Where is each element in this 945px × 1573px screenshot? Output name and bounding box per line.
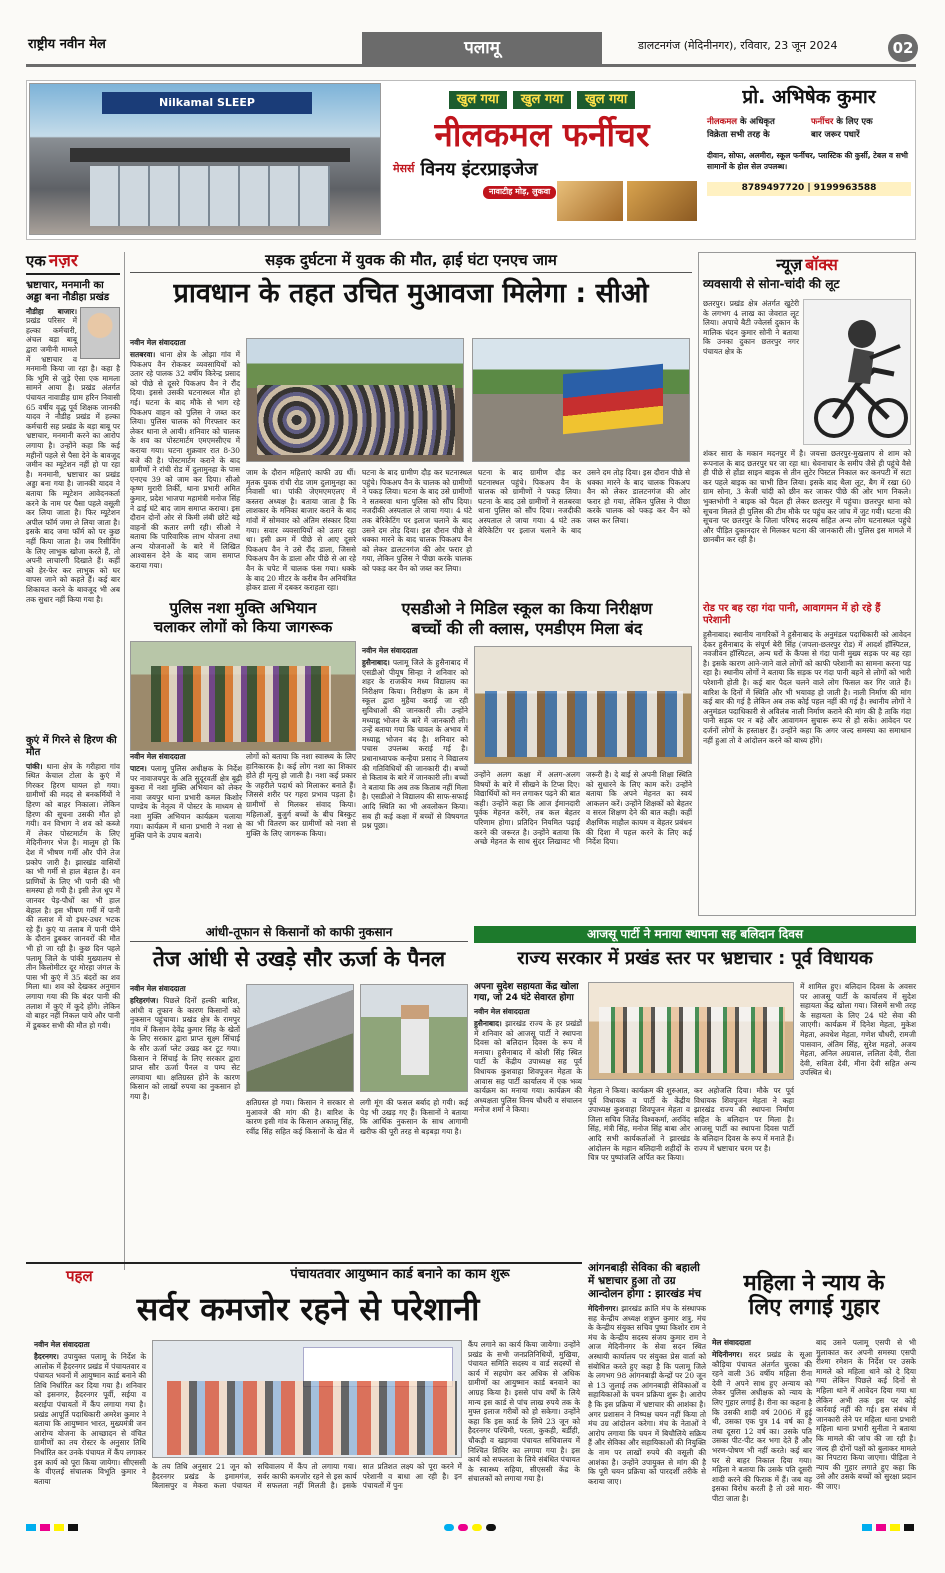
page-number: 02 — [892, 39, 914, 57]
portrait-photo — [80, 307, 120, 359]
masthead-rule — [26, 64, 916, 67]
dateline-place: मेदिनीनगर। — [588, 1304, 619, 1313]
storm-story — [130, 926, 468, 1256]
article-text: घटना के बाद ग्रामीण दौड़ कर घटनास्थल पहुंचे। पिकअप वैन के चालक को ग्रामीणों ने पकड़ लिया। घटना के बाद उसे ग्रामीणों ने सतबरवा थाना पुलिस को सौंप दिया। नजदीकी अस्पताल ले जाया गया। 4 घंटे तक बेरिकेटिंग पर इलाज चलाने के बाद उसने दम तोड़ दिया। इस दौरान पीछे से धक्का मारने के बाद चालक पिकअप वैन को लेकर डालटनगंज की ओर फरार हो गया, लेकिन पुलिस ने पीछा करके चालक को पकड़ कर वैन को जब्त कर लिया। — [478, 468, 690, 535]
story-col — [800, 982, 916, 1246]
article-text: हुसैनाबाद। स्थानीय नागरिकों ने हुसैनाबाद के अनुमंडल पदाधिकारी को आवेदन देकर हुसैनाबाद के संपूर्ण बेरी सिंह (जपला-छतरपुर रोड) में आदर्श हॉस्पिटल, नवजीवन हॉस्पिटल, अन्य घरों के कैंपस से गंदा पानी मुख्य सड़क पर बह रहा है। इसके कारण आने-जाने वाले लोगों को काफी परेशानी का सामना करना पड़ रहा है। स्थानीय लोगों ने बताया कि सड़क पर गंदा पानी बहने से लोगों को भारी परेशानी होती है। कई बार पैदल चलने वाले लोग फिसल कर गिर जाते हैं। बारिश के दिनों में स्थिति और भी भयावह हो जाती है। नाली निर्माण की मांग कई बार की गई है लेकिन अब तक कोई पहल नहीं की गई है। स्थानीय लोगों ने अनुमंडल पदाधिकारी से अविलंब नाली निर्माण कराने की मांग की है ताकि गंदा पानी सड़क पर न बहे और आवागमन सुचारू रूप से हो सके। आवेदन पर दर्जनों लोगों के हस्ताक्षर हैं। उन्होंने कहा कि अगर जल्द समस्या का समाधान नहीं हुआ तो वे आंदोलन करने को बाध्य होंगे। — [703, 630, 911, 745]
article-text — [130, 996, 240, 1256]
article-text: मेहता ने किया। कार्यक्रम की शुरुआत, पूर्व विधायक व पार्टी के केंद्रीय उपाध्यक्ष कुशवाहा शिवपूजन मेहता व जिला सचिव जितेंद्र विश्वकर्मा, अरविंद सिंह, मंत्री सिंह, मनोज सिंह बाबा ओर आदि सभी कार्यकर्ताओं ने झारखंड आंदोलन के महान बलिदानी शहीदों के चित्र पर पुष्पांजलि अर्पित कर किया। — [588, 1086, 690, 1163]
ad-tagline-text: बार जरूर पधारें — [811, 129, 860, 140]
article-text-body: पलामू जिले के हुसैनाबाद में एसडीओ पीयूष सिन्हा ने शनिवार को शहर के राजकीय मध्य विद्यालय का निरीक्षण किया। निरीक्षण के क्रम में स्कूल द्वारा मुहैया कराई जा रही सुविधाओं की जानकारी ली। उन्होंने मध्याह्न भोजन के बारे में जानकारी ली। उन्हें बताया गया कि चावल के अभाव में मध्याह्न भोजन बंद है। शनिवार को पचास उपलब्ध कराई गई है। प्रधानाध्यापक कन्हैया प्रसाद ने विद्यालय की गतिविधियों की जानकारी दी। बच्चों से किताब के बारे में जानकारी ली। बच्चों ने बताया कि अब तक किताब नहीं मिला है। एसडीओ ने विद्यालय की साफ-सफाई आदि स्थिति का भी अवलोकन किया। सब ही कई कक्षा में बच्चों से विषयगत प्रश्न पूछा। — [362, 658, 468, 831]
brief-headline: व्यवसायी से सोना-चांदी की लूट — [703, 276, 840, 291]
solar-panel-photo — [246, 984, 354, 1092]
store-photo — [29, 83, 381, 235]
dateline-place: हुसैनाबाद। — [362, 658, 390, 667]
story-col — [474, 982, 582, 1229]
story-headline: सर्वर कमजोर रहने से परेशानी — [136, 1290, 480, 1328]
article-text: जाम के दौरान महिलाएं काफी उग्र थीं। मृतक युवक रांची रोड जाम दुलामुनहा का निवासी था। पांकी जेएमएमएलए में कस्तरा अध्यक्ष है। बताया जाता है कि लाशकार के मनिका बाजार कराने के बाद गांवों में सोमवार को अंतिम संस्कार दिया गया। सवार व्यवसायियों को उतार रहा था। इसी क्रम में पीछे से आए दूसरे पिकअप वैन ने उसे रौंद डाला, जिससे पिकअप वैन के डाला और पीछे से आ रहे वैन के चपेट में चालक फंस गया। धक्के के बाद 20 मीटर के करीब वैन अनियंत्रित होकर डाला में दबकर कराहता रहा। — [246, 468, 356, 593]
dateline-place: पांकी। — [26, 761, 43, 771]
story-col — [362, 646, 468, 918]
ad-right — [707, 87, 911, 233]
crowd-pattern — [257, 385, 455, 455]
camp-photo — [152, 1340, 462, 1458]
masthead — [26, 22, 916, 68]
section-rule — [26, 1262, 582, 1264]
article-text-body: पिछले दिनों हल्की बारिश, आंधी व तूफान के कारण किसानों को नुकसान पहुंचाया। प्रखंड क्षेत्र के रामपुर गांव में किसान देवेंद्र कुमार सिंह के खेतों के लिए सरकार द्वारा प्राप्त सूक्ष्म सिंचाई के सौर ऊर्जा प्लेट उखड़ कर टूट गया। किसान ने सिंचाई के लिए सरकार द्वारा प्राप्त सौर ऊर्जा पैनल व पम्प सेट लगवाया था। क्षतिग्रस्त होने के कारण किसान को लाखों रुपया का नुकसान हो गया है। — [130, 996, 240, 1101]
nasha-photo — [130, 641, 356, 751]
swatch — [40, 1524, 50, 1531]
byline: नवीन मेल संवाददाता — [362, 646, 418, 655]
ad-tagline-row — [707, 116, 911, 142]
article-text-body: झारखंड क्रांति मंच के संस्थापक सह केन्द्रीय अध्यक्ष शत्रुघ्न कुमार शत्रु, मंच के केन्द्रीय संयुक्त सचिव पुष्पा किशोर राम ने मंच के केन्द्रीय सदस्य संजय कुमार राम ने आज मेदिनीनगर के सेवा सदन स्थित अस्थायी कार्यालय पर संयुक्त प्रेस वार्ता को संबोधित करते हुए कहा है कि पलामू जिले के लगभग 98 आंगनबाड़ी केन्द्रों पर 20 जून से 13 जुलाई तक आंगनबाड़ी सेविकाओं व सहायिकाओं के चयन प्रक्रिया शुरू है। आरोप है कि इस प्रक्रिया में भ्रष्टाचार की आशंका है। अगर प्रशासन ने निष्पक्ष चयन नहीं किया तो मंच उग्र आंदोलन करेगा। मंच के नेताओं ने आरोप लगाया कि चयन में बिचौलिये सक्रिय हैं और सेविका और सहायिकाओं की नियुक्ति के नाम पर लाखों रुपये की वसूली की आशंका है। उन्होंने उपायुक्त से मांग की है कि पूरी चयन प्रक्रिया को पारदर्शी तरीके से कराया जाए। — [588, 1304, 706, 1486]
ad-phones: 8789497720 | 9199963588 — [707, 182, 911, 196]
news-col — [703, 449, 911, 599]
dateline-place: सतबरवा। — [130, 350, 156, 359]
swatch — [68, 1524, 78, 1531]
ad-items: दीवान, सोफा, अलमीरा, स्कूल फर्नीचर, प्लास्टिक की कुर्सी, टेबल व सभी सामानों के होल सेल उपलब्ध। — [707, 150, 908, 171]
story-col — [712, 1338, 812, 1510]
people-pattern — [599, 1007, 785, 1073]
byline: नवीन मेल संवाददाता — [130, 338, 186, 347]
story-col — [246, 752, 356, 914]
brief-headline: भ्रष्टाचार, मनमानी का अड्डा बना नौडीहा प्रखंड — [26, 279, 110, 303]
ad-center — [387, 87, 697, 199]
story-subhead: अपना सुदेश सहायता केंद्र खोला गया, जो 24 घंटे सेवारत होगा — [474, 982, 579, 1003]
story-col — [130, 752, 242, 914]
lead-headline: प्रावधान के तहत उचित मुआवजा मिलेगा : सीओ — [173, 277, 649, 309]
furniture-thumb — [627, 181, 697, 221]
nasha-story — [130, 600, 356, 920]
brief-text: थाना क्षेत्र के गरीहारा गांव स्थित केचाल टोला के कुएं में गिरकर हिरण घायल हो गया। ग्रामीणों की मदद से बनकर्मियों ने हिरण को बाहर निकाला। लेकिन हिरण की सूचना उसकी मौत हो गयी। वन विभाग ने शव को कब्जे में लेकर पोस्टमार्टम के लिए मेदिनीनगर भेज है। मालूम हो कि देश में भीषण गर्मी और पीने तेज प्रकोप जारी है। झारखंड वासियों का भी गर्मी से हाल बेहाल है। वन प्राणियों के लिए भी पानी की भी समस्या हो गयी है। इसी तेज धूप में जानवर पेड़-पौधों का भी हाल बेहाल है। इस भीषण गर्मी में पानी की तलाश में वो इधर-उधर भटक रहे हैं। कुएं या तलाब में पानी पीने के दौरान डूबकर जानवरों की मौत भी हो जा रही है। कुछ दिन पहले पलामू जिले के पांकी मुख्यालय से तीन किलोमीटर दूर मोरहा जंगल के पास भी कुएं में 35 बंदरों का शव मिला था। शव को देखकर अनुमान लगाया गया की कि बंदर पानी की तलाश में कुएं में कूदे होंगे। लेकिन वो बाहर नहीं निकल पाये और पानी में डूबकर सभी की मौत हो गयी। — [26, 761, 120, 1030]
ek-nazar-column — [26, 252, 120, 1270]
ad-tagline-left — [707, 116, 807, 142]
article-text — [130, 764, 242, 914]
dateline-place: हुसैनाबाद। — [474, 1019, 502, 1028]
article-text: उन्होंने अलग कक्षा में अलग-अलग विषयों के बारे में सीखने के टिप्स दिए। विद्यार्थियों को मन लगाकर पढ़ने की बात कही। उन्होंने कहा कि आज ईमानदारी पूर्वक मेहनत करेंगे, तब कल बेहतर परिणाम होगा। प्रतिदिन नियमित पढ़ाई करने की जरूरत है। उन्होंने बताया कि अच्छे मेहनत के साथ सुंदर लिखावट भी जरूरी है। दे बाई से अपनी शिक्षा स्थिति को सुधारने के लिए काम करें। उन्होंने बताया कि अपने मेहनत का स्वयं आकलन करें। उन्होंने शिक्षकों को बेहतर व सरल शिक्षण देने की बात कही। कहीं शैक्षणिक माहौल कायम व बेहतर प्रबंधन की दिशा में पहल करने के लिए कई निर्देश दिया। — [474, 770, 692, 847]
story-kicker: आंधी-तूफान से किसानों को काफी नुकसान — [130, 926, 468, 942]
store-awning — [70, 148, 350, 162]
lead-col — [246, 468, 356, 593]
sdo-story — [362, 600, 692, 920]
lead-photo-truck — [472, 338, 690, 462]
store-sign-top — [102, 92, 312, 114]
story-headline: बच्चों की ली क्लास, एमडीएम मिला बंद — [411, 618, 643, 638]
ajsu-story — [474, 926, 916, 1256]
lead-col — [478, 468, 690, 584]
article-text-body: झारखंड राज्य के हर प्रखंडों में शनिवार को आजसू पार्टी ने स्थापना दिवस को बलिदान दिवस के रूप में मनाया। हुसैनाबाद में कोशी सिंह स्थित पार्टी के केंद्रीय उपाध्यक्ष सह पूर्व विधायक कुशवाहा शिवपूजन मेहता के आवास सह पार्टी कार्यालय में एक भव्य कार्यक्रम का मनाया गया। कार्यक्रम की अध्यक्षता पुलिस विनय चौधरी व संचालन मनोज शर्मा ने किया। — [474, 1019, 582, 1115]
byline: मेल संवाददाता — [712, 1338, 751, 1347]
story-col — [588, 1086, 690, 1246]
classroom-photo — [474, 646, 692, 764]
dealer-row — [387, 160, 697, 180]
news-col — [703, 603, 911, 910]
article-text — [712, 1350, 812, 1510]
story-col — [468, 1340, 580, 1504]
dateline-place: पाटन। — [130, 764, 147, 773]
story-headline: तेज आंधी से उखड़े सौर ऊर्जा के पैनल — [152, 947, 446, 972]
robbery-illustration — [803, 299, 911, 445]
tag-word: एक — [26, 252, 46, 270]
byline: नवीन मेल संवाददाता — [474, 1007, 530, 1016]
story-kicker: पंचायतवार आयुष्मान कार्ड बनाने का काम शुरू — [290, 1267, 510, 1282]
dateline-place: मेदिनीनगर। — [712, 1350, 743, 1359]
swatch — [444, 1524, 454, 1531]
article-text-body: सदर प्रखंड के सूआ कौड़िया पंचायत अंतर्गत चुरका की रहने वाली 36 वर्षीय महिला रीना देवी ने अपने साथ हुए अन्याय को लेकर पुलिस अधीक्षक को न्याय के लिए गुहार लगाई है। रीना का कहना है कि उसकी शादी वर्ष 2006 में हुई थी, उसका एक पुत्र 14 वर्ष का है तथा दूसरा 12 वर्ष का। उसके पति उसका पीट-पीट कर भगा देते हैं और भरण-पोषण भी नहीं करते। कई बार घर से बाहर निकाल दिया गया। महिला ने बताया कि उसके पति दूसरी शादी करने की फिराक में हैं। जब वह इसका विरोध करती है तो उसे मारा-पीटा जाता है। — [712, 1350, 813, 1503]
brief-headline: रोड पर बह रहा गंदा पानी, आवागमन में हो रहे हैं परेशानी — [703, 603, 881, 626]
open-label: खुल गया — [449, 91, 507, 109]
article-text: के तय तिथि अनुसार 21 जून को हैदरनगर प्रखंड के इमामगंज, बिलासपुर व मेकरा कला पंचायत सचिवालय में कैंप तो लगाया गया। सर्वर काफी कमजोर रहने से इस कार्य में सफलता नहीं मिलती है। इसके सात प्रतिशत लक्ष्य को पूरा करने में परेशानी व बाधा आ रही है। इन पंचायतों में पुनः — [152, 1462, 462, 1491]
story-headline: आंगनबाड़ी सेविका की बहाली में भ्रष्टाचार हुआ तो उग्र आन्दोलन होगा : झारखंड मंच — [588, 1262, 702, 1300]
story-headline: एसडीओ ने मिडिल स्कूल का किया निरीक्षण — [401, 599, 653, 618]
swatch — [486, 1524, 496, 1531]
brief-body — [26, 307, 120, 727]
brand-name: नीलकमल फर्नीचर — [434, 115, 650, 155]
mahila-story — [712, 1262, 916, 1512]
tag-word: न्यूज़ — [776, 255, 803, 274]
ad-tagline-highlight: फर्नीचर — [811, 116, 834, 127]
story-headline: महिला ने न्याय के — [743, 1271, 885, 1296]
article-text — [362, 658, 468, 918]
lead-col — [362, 468, 472, 584]
dateline-place: नौडीहा बाजार। — [26, 306, 77, 316]
story-kicker: आजसू पार्टी ने मनाया स्थापना सह बलिदान दिवस — [474, 926, 916, 943]
pahal-tag: पहल — [66, 1267, 93, 1285]
article-text: छतरपुर। प्रखंड क्षेत्र अंतर्गत खुटेरी के लगभग 4 लाख का जेवरात लूट लिया। अपाचे बैटी ज्वेलर्स दुकान के मालिक चंदन कुमार सोनी ने बताया कि उनका दुकान छतरपुर नगर पंचायत क्षेत्र के — [703, 299, 799, 356]
column-divider — [124, 252, 125, 1270]
ad-tagline-text: के अधिकृत — [737, 116, 775, 127]
ek-nazar-tag — [26, 252, 120, 275]
article-text — [588, 1304, 706, 1490]
students-pattern — [485, 691, 683, 757]
story-col — [474, 770, 692, 916]
advertisement — [26, 80, 916, 240]
swatch — [890, 1524, 900, 1531]
tag-word-red: नज़र — [48, 251, 78, 271]
brief-body — [26, 762, 120, 1282]
ad-tagline-text: के लिए एक — [833, 116, 873, 127]
article-text — [130, 350, 240, 590]
farmer-figure — [401, 1005, 429, 1075]
owner-name: प्रो. अभिषेक कुमार — [742, 86, 876, 108]
swatch — [472, 1524, 482, 1531]
messrs-label: मेसर्स — [393, 162, 415, 176]
story-col — [130, 984, 240, 1256]
lead-story — [130, 252, 692, 592]
farmer-photo — [360, 984, 468, 1092]
ad-tagline-text: विक्रेता सभी तरह के — [707, 129, 770, 140]
server-story — [26, 1262, 582, 1512]
swatch — [904, 1524, 914, 1531]
truck-shape — [563, 364, 663, 435]
article-text: शंकर सारा के मकान मदनपुर में है। जयत्ता छतरपुर-मुखलाप से शाम को रूपनाल के बाद छतरपुर घर जा रहा था। धेवनाचार के समीप जैसे ही पहुंचे वैसे ही पीछे से होंडा साइन बाइक से तीन लुटेर पिस्टल निकाल कर कनपटी में सटा कर पहले बाइक का चाभी छिन लिया। इसके बाद थैला लूट, बैग में रखा 60 ग्राम सोना, 3 केजी चांदी को छीन कर जाकर पीछे की ओर भाग निकले। भुक्तभोगी ने बाइक को पैदल ही लेकर छतरपुर में पहुंचा। छतरपुर थाना को सूचना मिलते ही पुलिस की टीम मौके पर पहुंच कर जांच में जुट गयी। घटना की सूचना पर छतरपुर के जिला परिषद सदस्य सहित अन्य लोग घटनास्थल पहुंचे और पीड़ित दुकानदार से मिलकर घटना की जानकारी ली। पुलिस इस मामले में छानबीन कर रही है। — [703, 449, 911, 545]
store-glass-front — [90, 166, 330, 226]
byline: नवीन मेल संवाददाता — [34, 1340, 90, 1349]
dealer-address: नावाटीह मोड़, लुकवा — [483, 186, 556, 199]
ad-tagline-highlight: नीलकमल — [707, 116, 738, 127]
brief-headline: कुएं में गिरने से हिरण की मौत — [26, 734, 117, 758]
article-text — [474, 1019, 582, 1229]
page-number-badge — [888, 34, 918, 62]
lead-photo-crowd — [246, 338, 464, 462]
dateline: डालटनगंज (मेदिनीनगर), रविवार, 23 जून 2024 — [638, 39, 838, 52]
byline: नवीन मेल संवाददाता — [130, 752, 186, 761]
article-text-body: उपायुक्त पलामू के निर्देश के आलोक में हैदरनगर प्रखंड में पंचायतवार व पंचायत भवनों में आयुष्मान कार्ड बनाने की तिथि निर्धारित कर दिया गया है। शनिवार को इसनगर, हैदरनगर पूर्वी, सईया व बराईपा पंचायतों में कैंप लगाया गया है। प्रखंड आपूर्ति पदाधिकारी अमरेश कुमार ने बताया कि आयुष्मान भारत, मुख्यमंत्री जन आरोग्य योजना के आच्छादन से वंचित ग्रामीणों का तय रोस्टर के अनुसार तिथि निर्धारित कर उनके पंचायत में कैंप लगाकर इस कार्य को पूरा किया जायेगा। सीएससी के वीएलई संचालक विभूति कुमार ने बताया — [34, 1352, 146, 1486]
color-registration-strip — [26, 1524, 916, 1534]
article-text: बाद उसने पलामू एसपी से भी मुलाकात कर अपनी समस्या एसपी रीश्मा रमेशन के निर्देश पर उसके मामले को महिला थाने को दे दिया गया लेकिन पिछले कई दिनों से महिला थाने में आवेदन दिया गया था लेकिन अभी तक इस पर कोई कार्रवाई नहीं की गई। इस संबंध में जानकारी लेने पर महिला थाना प्रभारी महिला थाना प्रभारी सुनीता ने बताया कि मामले की जांच की जा रही है। जल्द ही दोनों पक्षों को बुलाकर मामले का निपटारा किया जाएगा। पीड़िता ने न्याय की गुहार लगाते हुए कहा कि उसे और उसके बच्चों को सुरक्षा प्रदान की जाए। — [816, 1338, 916, 1491]
story-col — [34, 1340, 146, 1514]
people-pattern — [151, 666, 331, 742]
article-text: कर अहोजलि दिया। मौके पर पूर्व विधायक शिवपूजन मेहता ने कहा झारखंड राज्य की स्थापना निर्माण सहित के बलिदान पर मिला है। आजसू पार्टी का स्थापना दिवस पार्टी के बलिदान दिवस के रूप में मनाते हैं। राज्य में भ्रष्टाचार चरम पर है। — [694, 1086, 794, 1153]
open-strip — [387, 91, 697, 109]
paper-name: राष्ट्रीय नवीन मेल — [28, 37, 106, 52]
people-pattern — [167, 1381, 457, 1455]
story-headline: चलाकर लोगों को किया जागरूक — [153, 617, 333, 636]
ajsu-photo — [588, 982, 794, 1080]
news-box-tag — [699, 253, 915, 274]
swatch — [26, 1524, 36, 1531]
article-text: क्षतिग्रस्त हो गया। किसान ने सरकार से मुआवजे की मांग की है। बारिश के कारण इसी गांव के किसान अकालू सिंह, रवींद्र सिंह सहित कई किसानों के खेत में लगी मूंग की फसल बर्बाद हो गयी। कई पेड़ भी उखड़ गए हैं। किसानों ने बताया कि आर्थिक नुकसान के साथ आगामी खरीफ की पूरी तरह से बड़बड़ा गया है। — [246, 1098, 468, 1136]
open-label: खुल गया — [513, 91, 571, 109]
dealer-name: विनय इंटरप्राइजेज — [420, 158, 538, 180]
swatch — [862, 1524, 872, 1531]
swatch — [54, 1524, 64, 1531]
store-sign-text: Nilkamal SLEEP — [159, 96, 255, 109]
swatch — [876, 1524, 886, 1531]
article-text: लोगों को बताया कि नशा स्वास्थ्य के लिए हानिकारक है। कई लोग नशा का शिकार होते ही मृत्यु हो जाती है। नशा कई प्रकार के जहरीले पदार्थ को मिलाकर बनाते हैं। जिससे शरीर पर गहरा प्रभाव पड़ता है। ग्रामीणों से मिलकर संवाद किया। महिलाओं, बुजुर्ग बच्चों के बीच बिस्कुट का भी वितरण कर ग्रामीणों को नशा से मुक्ति के लिए जागरूक किया। — [246, 752, 356, 838]
article-text: में शामिल हुए। बलिदान दिवस के अवसर पर आजसू पार्टी के कार्यालय में सुदेश सहायता केंद्र खोला गया। जिसमें सभी तरह के सहायता के लिए 24 घंटे सेवा की जाएगी। कार्यक्रम में दिनेश मेहता, मुकेश मेहता, अवधेश मेहता, गणेश चौधरी, रामजी पासवान, अंतिम सिंह, सुरेश महतो, अजय मेहता, अनिल अग्रवाल, ललिता देवी, रीता देवी, सविता देवी, मीना देवी सहित अन्य उपस्थित थे। — [800, 982, 916, 1078]
article-text: घटना के बाद ग्रामीण दौड़ कर घटनास्थल पहुंचे। पिकअप वैन के चालक को ग्रामीणों ने पकड़ लिया। घटना के बाद उसे ग्रामीणों ने सतबरवा थाना पुलिस को सौंप दिया। नजदीकी अस्पताल ले जाया गया। 4 घंटे तक बेरिकेटिंग पर इलाज चलाने के बाद उसने दम तोड़ दिया। इस दौरान पीछे से धक्का मारने के बाद चालक पिकअप वैन को लेकर डालटनगंज की ओर फरार हो गया, लेकिन पुलिस ने पीछा करके चालक को पकड़ कर वैन को जब्त कर लिया। — [362, 468, 472, 573]
byline: नवीन मेल संवाददाता — [130, 984, 186, 993]
furniture-thumb — [557, 181, 623, 221]
open-label: खुल गया — [577, 91, 635, 109]
news-col — [703, 299, 799, 445]
tag-word-red: बॉक्स — [805, 255, 838, 274]
story-col — [694, 1086, 794, 1246]
story-col — [816, 1338, 916, 1510]
section-title: पलामू — [464, 38, 500, 58]
swatch — [458, 1524, 468, 1531]
article-text-body: थाना क्षेत्र के ओझा गांव में पिकअप वैन रोककर व्यवसायियों को उतार रहे पालक 32 वर्षीय किरेन्द्र प्रसाद को पीछे से दूसरे पिकअप वैन ने रौंद दिया। इससे उसकी घटनास्थल मौत हो गई। घटना के बाद मौके से भाग रहे पिकअप वाहन को पुलिस ने जब्त कर लिया। पुलिस चालक को गिरफ्तार कर लेकर थाना ले आयी। शनिवार को चालक के शव का पोस्टमार्टम एमएमसीएच में कराया गया। घटना शुक्रवार रात 8-30 बजे की है। पोस्टमार्टम कराने के बाद ग्रामीणों ने रांची रोड में दुलामुनहा के पास एनएच 39 को जाम कर दिया। सीओ कृष्ण मुरारी तिर्की, थाना प्रभारी अमित कुमार, प्रदेश भाजपा महामंत्री मनोज सिंह ने ढाई घंटे बाद जाम समाप्त कराया। इस दौरान दोनों ओर से किमी लंबी छोटे बड़े वाहनों की कतार लगी रही। सीओ ने बताया कि पारिवारिक लाभ योजना तथा अन्य योजनाओं के बारे में लिखित आश्वासन देने के बाद जाम समाप्त कराया गया। — [130, 350, 240, 571]
story-headline: लिए लगाई गुहार — [748, 1295, 880, 1321]
article-text: कैंप लगाने का कार्य किया जायेगा। उन्होंने प्रखंड के सभी जनप्रतिनिधियों, मुखिया, पंचायत समिति सदस्य व वार्ड सदस्यों से कार्य में सहयोग कर अधिक से अधिक ग्रामीणों का आयुष्मान कार्ड बनवाने का आग्रह किया है। इससे पांच वर्षों के लिये मान्य इस कार्ड से पांच लाख रुपये तक के मुफ्त इलाज गरीबों को हो सकेगा। उन्होंने कहा कि इस कार्ड के लिये 23 जून को हैदरनगर पश्चिमी, परता, कुकही, बर्डीही, चौकड़ी व खड़गवा पंचायत सचिवालय में निश्चित शिविर का लगाया गया है। इस कार्य को सफलता के लिये संबंधित पंचायत के स्वास्थ्य सहिया, सीएससी केंद्र के संचालकों को लगाया गया है। — [468, 1340, 580, 1484]
brief-text: प्रखंड परिसर में हल्का कर्मचारी, अंचल बड़ा बाबू द्वारा जमीनी मामले में भ्रष्टाचार व मनमानी किया जा रहा है। कहा है कि भूमि से जुड़े ऐसा एक मामला सामने आया है। प्रखंड अंतर्गत पंचायत नावाडीह ग्राम हरिन निवासी 65 वर्षीय वृद्ध पूर्व शिक्षक जानकी यादव ने नौडीह प्रखंड में हल्का कर्मचारी सह प्रखंड के बड़ा बाबू पर भ्रष्टाचार, मनमानी करने का आरोप लगाया है। उन्होंने कहा कि कई महीनों पहले से पैसा देने के बावजूद जमीन का म्यूटेशन नहीं हो पा रहा है। मनमानी, भ्रष्टाचार का प्रखंड अड्डा बना गया है। जानकी यादव ने बताया कि म्यूटेशन आवेदनकर्ता करने के नाम पर पैसा पहले वसूली कर लिया जाता है। फिर म्यूटेशन अपील फॉर्म जमा ले लिया जाता है। इसके बाद जमा फॉर्म को पर कुछ नहीं किया जाता है। जब रिसीविंग के लिए लाभुक खोजा करते हैं, तो अपनी लाचारगी दिखाते हैं। कहीं को हेर-फेर कर लाभुक को घर वापस जाने को कहते हैं। कई बार शिकायत करने के बावजूद भी अब तक सुधार नहीं किया गया है। — [26, 316, 120, 604]
article-text — [34, 1352, 146, 1514]
anganbadi-story — [588, 1262, 706, 1512]
story-headline: पुलिस नशा मुक्ति अभियान — [169, 599, 317, 617]
bike-robber-icon — [804, 300, 912, 446]
dateline-place: हैदरनगर। — [34, 1352, 59, 1361]
story-col — [152, 1462, 462, 1504]
story-col — [246, 1098, 468, 1244]
article-text-body: पलामू पुलिस अधीक्षक के निर्देश पर नावाजयपुर के अति सुदूरवर्ती क्षेत्र बूढ़ी बुकरा में नशा मुक्ति अभियान को लेकर नावा जयपुर थाना प्रभारी कमल किशोर पाण्डेय के नेतृत्व में पोस्टर के माध्यम से नशा मुक्ति अभियान कार्यक्रम चलाया गया। कार्यक्रम में थाना प्रभारी ने नशा से मुक्ति पाने के उपाय बताये। — [130, 764, 242, 841]
lead-kicker: सड़क दुर्घटना में युवक की मौत, ढ़ाई घंटा एनएच जाम — [130, 252, 692, 273]
ad-tagline-right — [811, 116, 911, 142]
news-box — [698, 252, 916, 916]
dateline-place: हरिहरगंज। — [130, 996, 159, 1005]
lead-col — [130, 338, 240, 590]
story-headline: राज्य सरकार में प्रखंड स्तर पर भ्रष्टाचार : पूर्व विधायक — [517, 948, 873, 970]
section-band — [362, 32, 602, 64]
